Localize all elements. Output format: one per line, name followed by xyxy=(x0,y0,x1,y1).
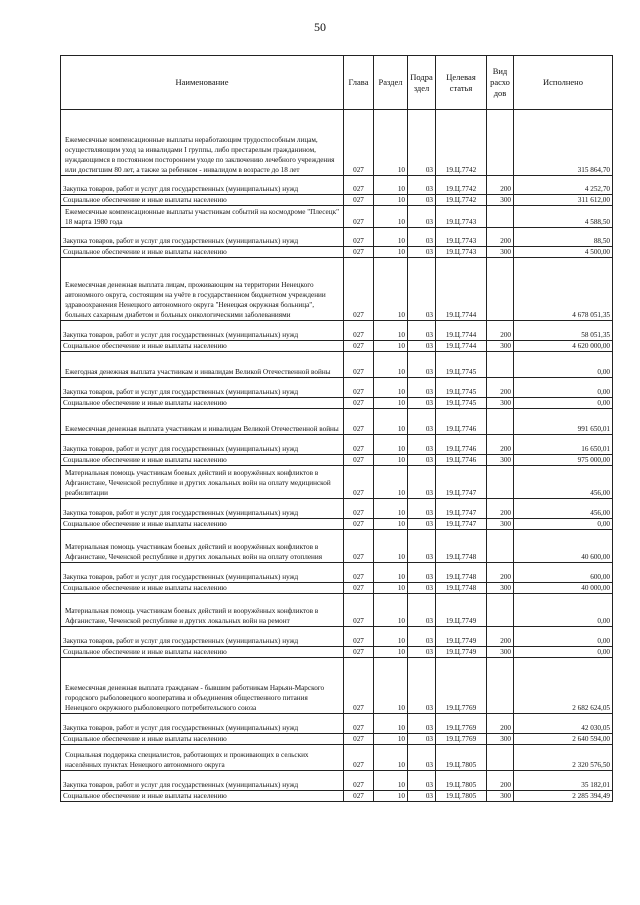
cell-vid: 200 xyxy=(487,499,514,519)
cell-name: Социальное обеспечение и иные выплаты населению xyxy=(61,647,344,658)
cell-razdel: 10 xyxy=(374,583,408,594)
cell-vid xyxy=(487,352,514,378)
cell-podrazdel: 03 xyxy=(408,247,436,258)
cell-podrazdel: 03 xyxy=(408,594,436,627)
cell-ispolneno: 991 650,01 xyxy=(514,409,613,435)
cell-podrazdel: 03 xyxy=(408,352,436,378)
cell-glava: 027 xyxy=(344,398,374,409)
cell-ispolneno: 35 182,01 xyxy=(514,771,613,791)
table-row xyxy=(61,110,613,176)
cell-celevaya: 19.Ц.7746 xyxy=(436,455,487,466)
cell-ispolneno: 975 000,00 xyxy=(514,455,613,466)
header-vid: Вид расхо дов xyxy=(487,56,514,110)
cell-celevaya: 19.Ц.7748 xyxy=(436,583,487,594)
cell-razdel: 10 xyxy=(374,734,408,745)
cell-ispolneno: 0,00 xyxy=(514,594,613,627)
cell-podrazdel: 03 xyxy=(408,176,436,195)
cell-vid: 300 xyxy=(487,341,514,352)
cell-podrazdel: 03 xyxy=(408,110,436,176)
cell-name: Закупка товаров, работ и услуг для государственных (муниципальных) нужд xyxy=(61,771,344,791)
table-row xyxy=(61,341,613,352)
cell-name: Социальное обеспечение и иные выплаты населению xyxy=(61,341,344,352)
table-row xyxy=(61,455,613,466)
cell-ispolneno: 40 000,00 xyxy=(514,583,613,594)
cell-razdel: 10 xyxy=(374,321,408,341)
cell-celevaya: 19.Ц.7747 xyxy=(436,499,487,519)
cell-ispolneno: 4 252,70 xyxy=(514,176,613,195)
cell-vid xyxy=(487,745,514,771)
cell-ispolneno: 2 285 394,49 xyxy=(514,791,613,802)
cell-razdel: 10 xyxy=(374,206,408,228)
cell-glava: 027 xyxy=(344,110,374,176)
cell-podrazdel: 03 xyxy=(408,228,436,247)
budget-table xyxy=(60,55,613,802)
table-row xyxy=(61,771,613,791)
cell-name: Ежемесячные компенсационные выплаты неработающим трудоспособным лицам, осуществляющим уход за инвалидами I группы, либо престарелым гражданином, нуждающимся в постоянном постороннем уходе по заключению лечебного учреждения или достигшим 80 лет, а также за ребенком - инвалидом в возрасте до 18 лет xyxy=(61,110,344,176)
cell-glava: 027 xyxy=(344,563,374,583)
cell-ispolneno: 456,00 xyxy=(514,499,613,519)
cell-glava: 027 xyxy=(344,647,374,658)
cell-glava: 027 xyxy=(344,499,374,519)
table-row xyxy=(61,466,613,499)
cell-vid: 200 xyxy=(487,563,514,583)
table-row xyxy=(61,583,613,594)
cell-podrazdel: 03 xyxy=(408,791,436,802)
cell-razdel: 10 xyxy=(374,435,408,455)
table-body xyxy=(61,110,613,802)
cell-name: Материальная помощь участникам боевых действий и вооружённых конфликтов в Афганистане, Чеченской республике и других локальных войн на ремонт xyxy=(61,594,344,627)
table-row xyxy=(61,247,613,258)
cell-celevaya: 19.Ц.7744 xyxy=(436,341,487,352)
cell-glava: 027 xyxy=(344,627,374,647)
table-row xyxy=(61,258,613,321)
table-row xyxy=(61,378,613,398)
cell-glava: 027 xyxy=(344,583,374,594)
cell-razdel: 10 xyxy=(374,409,408,435)
cell-vid: 200 xyxy=(487,714,514,734)
cell-ispolneno: 600,00 xyxy=(514,563,613,583)
cell-podrazdel: 03 xyxy=(408,745,436,771)
cell-name: Закупка товаров, работ и услуг для государственных (муниципальных) нужд xyxy=(61,435,344,455)
cell-podrazdel: 03 xyxy=(408,771,436,791)
cell-ispolneno: 0,00 xyxy=(514,519,613,530)
cell-podrazdel: 03 xyxy=(408,530,436,563)
table-row xyxy=(61,398,613,409)
cell-razdel: 10 xyxy=(374,455,408,466)
cell-vid xyxy=(487,110,514,176)
cell-glava: 027 xyxy=(344,228,374,247)
cell-celevaya: 19.Ц.7745 xyxy=(436,378,487,398)
cell-vid: 300 xyxy=(487,519,514,530)
cell-glava: 027 xyxy=(344,409,374,435)
header-razdel: Раздел xyxy=(374,56,408,110)
cell-name: Закупка товаров, работ и услуг для государственных (муниципальных) нужд xyxy=(61,563,344,583)
cell-name: Закупка товаров, работ и услуг для государственных (муниципальных) нужд xyxy=(61,378,344,398)
cell-celevaya: 19.Ц.7742 xyxy=(436,195,487,206)
cell-razdel: 10 xyxy=(374,110,408,176)
cell-glava: 027 xyxy=(344,791,374,802)
cell-celevaya: 19.Ц.7742 xyxy=(436,110,487,176)
cell-podrazdel: 03 xyxy=(408,398,436,409)
cell-ispolneno: 4 500,00 xyxy=(514,247,613,258)
cell-celevaya: 19.Ц.7749 xyxy=(436,594,487,627)
cell-glava: 027 xyxy=(344,195,374,206)
cell-podrazdel: 03 xyxy=(408,519,436,530)
cell-ispolneno: 40 600,00 xyxy=(514,530,613,563)
cell-glava: 027 xyxy=(344,341,374,352)
cell-glava: 027 xyxy=(344,352,374,378)
cell-name: Закупка товаров, работ и услуг для государственных (муниципальных) нужд xyxy=(61,321,344,341)
cell-razdel: 10 xyxy=(374,398,408,409)
table-row xyxy=(61,206,613,228)
table-row xyxy=(61,195,613,206)
cell-razdel: 10 xyxy=(374,658,408,714)
cell-name: Закупка товаров, работ и услуг для государственных (муниципальных) нужд xyxy=(61,627,344,647)
table-row xyxy=(61,409,613,435)
table-row xyxy=(61,435,613,455)
cell-vid xyxy=(487,530,514,563)
cell-razdel: 10 xyxy=(374,352,408,378)
cell-ispolneno: 2 640 594,00 xyxy=(514,734,613,745)
cell-ispolneno: 0,00 xyxy=(514,378,613,398)
cell-celevaya: 19.Ц.7805 xyxy=(436,791,487,802)
cell-name: Материальная помощь участникам боевых действий и вооружённых конфликтов в Афганистане, Чеченской республике и других локальных войн на оплату отопления xyxy=(61,530,344,563)
cell-celevaya: 19.Ц.7742 xyxy=(436,176,487,195)
cell-razdel: 10 xyxy=(374,176,408,195)
cell-glava: 027 xyxy=(344,530,374,563)
cell-ispolneno: 0,00 xyxy=(514,627,613,647)
cell-podrazdel: 03 xyxy=(408,455,436,466)
cell-razdel: 10 xyxy=(374,341,408,352)
cell-name: Закупка товаров, работ и услуг для государственных (муниципальных) нужд xyxy=(61,176,344,195)
cell-glava: 027 xyxy=(344,745,374,771)
cell-razdel: 10 xyxy=(374,594,408,627)
cell-podrazdel: 03 xyxy=(408,206,436,228)
cell-celevaya: 19.Ц.7805 xyxy=(436,771,487,791)
cell-glava: 027 xyxy=(344,435,374,455)
cell-razdel: 10 xyxy=(374,499,408,519)
cell-razdel: 10 xyxy=(374,247,408,258)
cell-ispolneno: 58 051,35 xyxy=(514,321,613,341)
cell-vid: 200 xyxy=(487,435,514,455)
cell-celevaya: 19.Ц.7744 xyxy=(436,321,487,341)
table-row xyxy=(61,647,613,658)
cell-glava: 027 xyxy=(344,247,374,258)
cell-glava: 027 xyxy=(344,176,374,195)
cell-glava: 027 xyxy=(344,206,374,228)
cell-celevaya: 19.Ц.7748 xyxy=(436,530,487,563)
cell-vid: 200 xyxy=(487,176,514,195)
cell-podrazdel: 03 xyxy=(408,258,436,321)
table-row xyxy=(61,627,613,647)
cell-glava: 027 xyxy=(344,519,374,530)
cell-razdel: 10 xyxy=(374,714,408,734)
cell-name: Социальное обеспечение и иные выплаты населению xyxy=(61,398,344,409)
cell-vid xyxy=(487,206,514,228)
cell-name: Социальное обеспечение и иные выплаты населению xyxy=(61,519,344,530)
cell-razdel: 10 xyxy=(374,195,408,206)
page-number: 50 xyxy=(314,20,326,34)
cell-vid: 300 xyxy=(487,734,514,745)
cell-vid: 300 xyxy=(487,647,514,658)
cell-ispolneno: 0,00 xyxy=(514,352,613,378)
table-row xyxy=(61,530,613,563)
table-header-row xyxy=(61,56,613,110)
cell-name: Социальное обеспечение и иные выплаты населению xyxy=(61,734,344,745)
cell-vid: 300 xyxy=(487,398,514,409)
table-row xyxy=(61,594,613,627)
cell-podrazdel: 03 xyxy=(408,378,436,398)
cell-ispolneno: 456,00 xyxy=(514,466,613,499)
cell-podrazdel: 03 xyxy=(408,409,436,435)
cell-podrazdel: 03 xyxy=(408,734,436,745)
table-row xyxy=(61,714,613,734)
cell-podrazdel: 03 xyxy=(408,714,436,734)
cell-podrazdel: 03 xyxy=(408,341,436,352)
cell-vid: 300 xyxy=(487,247,514,258)
cell-ispolneno: 4 678 051,35 xyxy=(514,258,613,321)
header-celevaya: Целевая статья xyxy=(436,56,487,110)
cell-vid xyxy=(487,594,514,627)
cell-celevaya: 19.Ц.7747 xyxy=(436,466,487,499)
header-ispolneno: Исполнено xyxy=(514,56,613,110)
cell-vid xyxy=(487,466,514,499)
cell-celevaya: 19.Ц.7769 xyxy=(436,658,487,714)
cell-vid: 200 xyxy=(487,228,514,247)
cell-podrazdel: 03 xyxy=(408,583,436,594)
cell-razdel: 10 xyxy=(374,647,408,658)
cell-ispolneno: 2 682 624,05 xyxy=(514,658,613,714)
cell-name: Социальная поддержка специалистов, работающих и проживающих в сельских населённых пунктах Ненецкого автономного округа xyxy=(61,745,344,771)
table-row xyxy=(61,519,613,530)
cell-podrazdel: 03 xyxy=(408,435,436,455)
cell-glava: 027 xyxy=(344,714,374,734)
cell-razdel: 10 xyxy=(374,563,408,583)
cell-name: Социальное обеспечение и иные выплаты населению xyxy=(61,455,344,466)
cell-name: Материальная помощь участникам боевых действий и вооружённых конфликтов в Афганистане, Чеченской республике и других локальных войн на оплату медицинской реабилитации xyxy=(61,466,344,499)
table-row xyxy=(61,176,613,195)
cell-name: Социальное обеспечение и иные выплаты населению xyxy=(61,583,344,594)
cell-celevaya: 19.Ц.7745 xyxy=(436,398,487,409)
cell-ispolneno: 88,50 xyxy=(514,228,613,247)
cell-razdel: 10 xyxy=(374,258,408,321)
cell-celevaya: 19.Ц.7743 xyxy=(436,228,487,247)
cell-celevaya: 19.Ц.7749 xyxy=(436,647,487,658)
cell-glava: 027 xyxy=(344,258,374,321)
cell-name: Ежемесячная денежная выплата гражданам - бывшим работникам Нарьян-Марского городского рыболовецкого кооператива и объединения общественного питания Ненецкого окружного рыболовецкого потребительского союза xyxy=(61,658,344,714)
cell-ispolneno: 16 650,01 xyxy=(514,435,613,455)
header-name: Наименование xyxy=(61,56,344,110)
table-row xyxy=(61,745,613,771)
cell-vid: 300 xyxy=(487,455,514,466)
header-podrazdel: Подра здел xyxy=(408,56,436,110)
cell-ispolneno: 42 030,05 xyxy=(514,714,613,734)
cell-vid: 300 xyxy=(487,791,514,802)
cell-razdel: 10 xyxy=(374,378,408,398)
cell-celevaya: 19.Ц.7749 xyxy=(436,627,487,647)
cell-razdel: 10 xyxy=(374,771,408,791)
cell-razdel: 10 xyxy=(374,627,408,647)
cell-celevaya: 19.Ц.7805 xyxy=(436,745,487,771)
cell-name: Закупка товаров, работ и услуг для государственных (муниципальных) нужд xyxy=(61,499,344,519)
cell-razdel: 10 xyxy=(374,791,408,802)
cell-glava: 027 xyxy=(344,594,374,627)
cell-celevaya: 19.Ц.7746 xyxy=(436,435,487,455)
cell-vid xyxy=(487,658,514,714)
cell-name: Закупка товаров, работ и услуг для государственных (муниципальных) нужд xyxy=(61,228,344,247)
cell-name: Ежемесячная денежная выплата участникам и инвалидам Великой Отечественной войны xyxy=(61,409,344,435)
cell-celevaya: 19.Ц.7748 xyxy=(436,563,487,583)
table-row xyxy=(61,791,613,802)
cell-name: Закупка товаров, работ и услуг для государственных (муниципальных) нужд xyxy=(61,714,344,734)
cell-celevaya: 19.Ц.7743 xyxy=(436,247,487,258)
cell-vid: 300 xyxy=(487,583,514,594)
cell-glava: 027 xyxy=(344,321,374,341)
table-row xyxy=(61,321,613,341)
cell-podrazdel: 03 xyxy=(408,658,436,714)
cell-vid: 200 xyxy=(487,378,514,398)
cell-name: Социальное обеспечение и иные выплаты населению xyxy=(61,195,344,206)
cell-ispolneno: 0,00 xyxy=(514,398,613,409)
cell-ispolneno: 311 612,00 xyxy=(514,195,613,206)
cell-razdel: 10 xyxy=(374,466,408,499)
cell-glava: 027 xyxy=(344,455,374,466)
cell-podrazdel: 03 xyxy=(408,321,436,341)
cell-name: Социальное обеспечение и иные выплаты населению xyxy=(61,247,344,258)
cell-razdel: 10 xyxy=(374,228,408,247)
cell-vid: 300 xyxy=(487,195,514,206)
header-glava: Глава xyxy=(344,56,374,110)
table-row xyxy=(61,352,613,378)
cell-celevaya: 19.Ц.7747 xyxy=(436,519,487,530)
table-row xyxy=(61,228,613,247)
cell-glava: 027 xyxy=(344,378,374,398)
cell-glava: 027 xyxy=(344,466,374,499)
cell-celevaya: 19.Ц.7744 xyxy=(436,258,487,321)
table-row xyxy=(61,499,613,519)
cell-razdel: 10 xyxy=(374,745,408,771)
cell-vid xyxy=(487,258,514,321)
cell-podrazdel: 03 xyxy=(408,466,436,499)
cell-razdel: 10 xyxy=(374,530,408,563)
cell-celevaya: 19.Ц.7769 xyxy=(436,714,487,734)
cell-ispolneno: 2 320 576,50 xyxy=(514,745,613,771)
cell-ispolneno: 315 864,70 xyxy=(514,110,613,176)
cell-celevaya: 19.Ц.7769 xyxy=(436,734,487,745)
cell-razdel: 10 xyxy=(374,519,408,530)
cell-ispolneno: 4 588,50 xyxy=(514,206,613,228)
cell-celevaya: 19.Ц.7743 xyxy=(436,206,487,228)
cell-name: Ежемесячная денежная выплата лицам, проживающим на территории Ненецкого автономного округа, состоящим на учёте в государственном бюджетном учреждении здравоохранения Ненецкого автономного округа "Ненецкая окружная больница", больных сахарным диабетом и больных онкологическими заболеваниями xyxy=(61,258,344,321)
cell-podrazdel: 03 xyxy=(408,195,436,206)
cell-glava: 027 xyxy=(344,771,374,791)
cell-name: Ежемесячные компенсационные выплаты участникам событий на космодроме "Плесецк" 18 марта 1980 года xyxy=(61,206,344,228)
table-row xyxy=(61,734,613,745)
cell-celevaya: 19.Ц.7745 xyxy=(436,352,487,378)
cell-ispolneno: 0,00 xyxy=(514,647,613,658)
cell-celevaya: 19.Ц.7746 xyxy=(436,409,487,435)
cell-name: Ежегодная денежная выплата участникам и инвалидам Великой Отечественной войны xyxy=(61,352,344,378)
cell-vid: 200 xyxy=(487,627,514,647)
cell-podrazdel: 03 xyxy=(408,627,436,647)
cell-name: Социальное обеспечение и иные выплаты населению xyxy=(61,791,344,802)
cell-vid: 200 xyxy=(487,771,514,791)
table-row xyxy=(61,563,613,583)
table-row xyxy=(61,658,613,714)
cell-glava: 027 xyxy=(344,658,374,714)
cell-ispolneno: 4 620 000,00 xyxy=(514,341,613,352)
cell-glava: 027 xyxy=(344,734,374,745)
cell-podrazdel: 03 xyxy=(408,647,436,658)
cell-podrazdel: 03 xyxy=(408,499,436,519)
cell-podrazdel: 03 xyxy=(408,563,436,583)
cell-vid: 200 xyxy=(487,321,514,341)
cell-vid xyxy=(487,409,514,435)
